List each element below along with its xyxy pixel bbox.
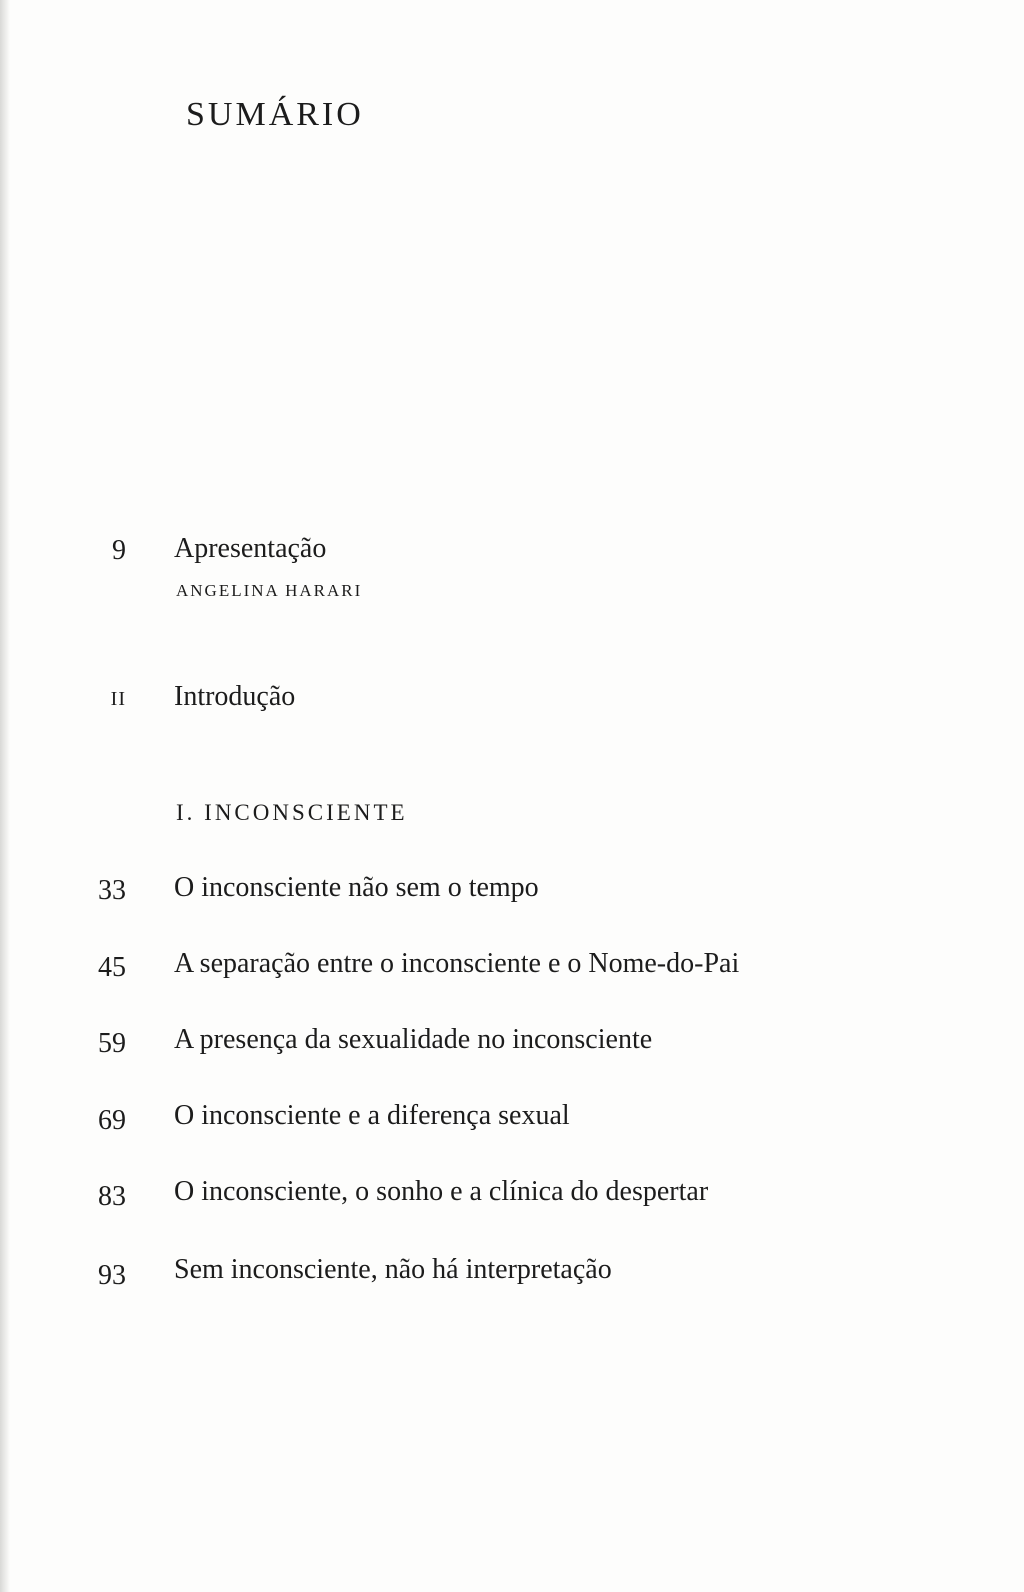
toc-entry-title: Apresentação — [174, 533, 327, 564]
toc-entry-title: Introdução — [174, 681, 296, 712]
toc-entry-title: A separação entre o inconsciente e o Nome-do-Pai — [174, 948, 740, 979]
toc-entry-title: O inconsciente, o sonho e a clínica do despertar — [174, 1176, 709, 1207]
toc-page-number: II — [110, 688, 126, 710]
toc-page-number: 9 — [112, 535, 126, 566]
toc-entry-title: O inconsciente e a diferença sexual — [174, 1100, 570, 1131]
toc-entry-title: O inconsciente não sem o tempo — [174, 872, 539, 903]
page-title: SUMÁRIO — [186, 96, 364, 133]
toc-page-number: 69 — [98, 1105, 126, 1136]
toc-page-number: 83 — [98, 1181, 126, 1212]
toc-entry-title: A presença da sexualidade no inconsciente — [174, 1024, 653, 1055]
toc-entry-author: ANGELINA HARARI — [176, 581, 363, 600]
toc-entry-title: Sem inconsciente, não há interpretação — [174, 1254, 612, 1285]
section-heading: I. INCONSCIENTE — [176, 800, 408, 825]
toc-page-number: 33 — [98, 875, 126, 906]
toc-page-number: 45 — [98, 952, 126, 983]
toc-page-number: 59 — [98, 1028, 126, 1059]
toc-page-number: 93 — [98, 1260, 126, 1291]
